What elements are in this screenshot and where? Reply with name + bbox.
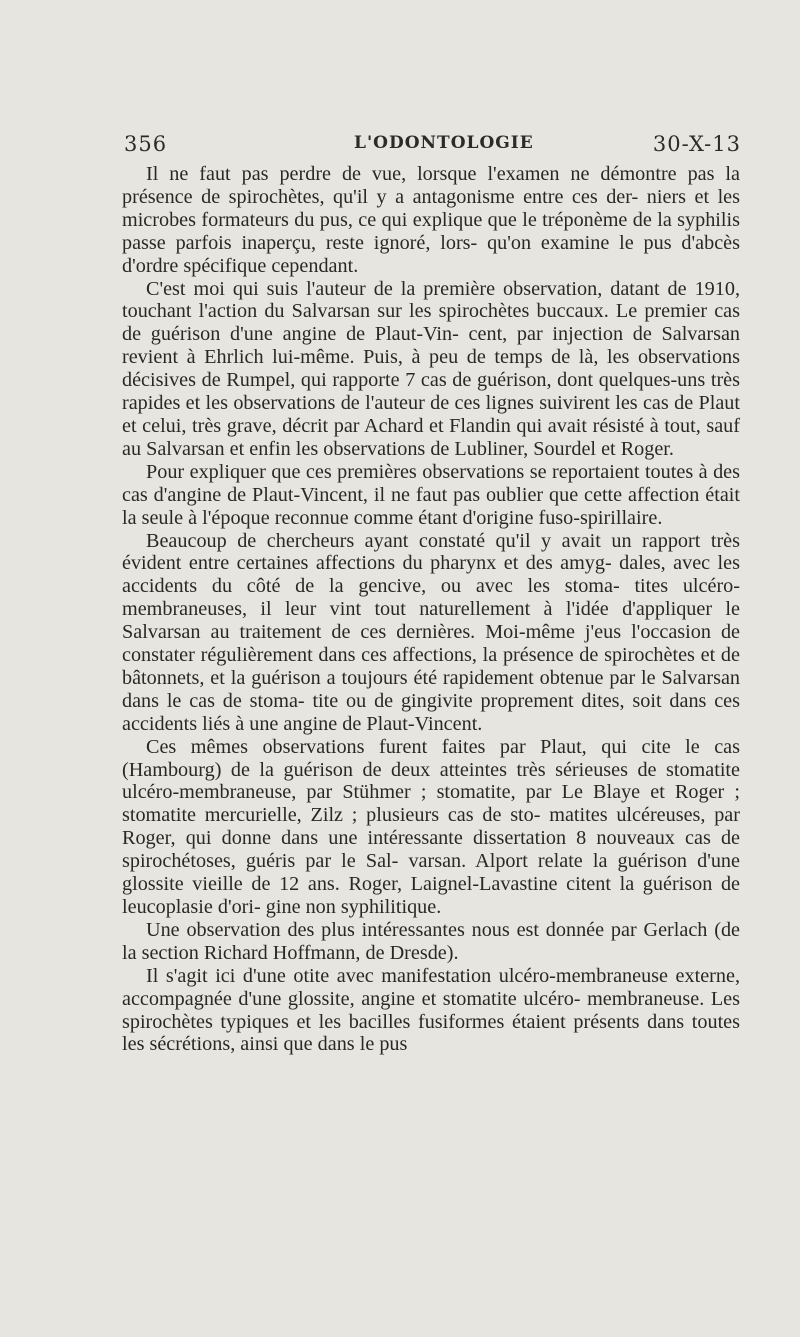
paragraph: Beaucoup de chercheurs ayant constaté qu'il y avait un rapport très évident entre certaines affections du pharynx et des amyg- dales, avec les accidents du côté de la gencive, ou avec les stoma- tites ulcéro-membraneuses, il leur vint tout naturellement à l'idée d'appliquer le Salvarsan au traitement de ces dernières. Moi-même j'eus l'occasion de constater régulièrement dans ces affections, la présence de spirochètes et de bâtonnets, et la guérison a toujours été rapidement obtenue par le Salvarsan dans le cas de stoma- tite ou de gingivite proprement dites, soit dans ces accidents liés à une angine de Plaut-Vincent. xyxy=(122,529,740,735)
paragraph: Ces mêmes observations furent faites par Plaut, qui cite le cas (Hambourg) de la guérison de deux atteintes très sérieuses de stomatite ulcéro-membraneuse, par Stühmer ; stomatite, par Le Blaye et Roger ; stomatite mercurielle, Zilz ; plusieurs cas de sto- matites ulcéreuses, par Roger, qui donne dans une intéressante dissertation 8 nouveaux cas de spirochétoses, guéris par le Sal- varsan. Alport relate la guérison d'une glossite vieille de 12 ans. Roger, Laignel-Lavastine citent la guérison de leucoplasie d'ori- gine non syphilitique. xyxy=(122,735,740,918)
paragraph: Il ne faut pas perdre de vue, lorsque l'examen ne démontre pas la présence de spirochètes, qu'il y a antagonisme entre ces der- niers et les microbes formateurs du pus, ce qui explique que le tréponème de la syphilis passe parfois inaperçu, reste ignoré, lors- qu'on examine le pus d'abcès d'ordre spécifique cependant. xyxy=(122,163,740,277)
paragraph: Pour expliquer que ces premières observations se reportaient toutes à des cas d'angine de Plaut-Vincent, il ne faut pas oublier que cette affection était la seule à l'époque reconnue comme étant d'origine fuso-spirillaire. xyxy=(122,460,740,529)
running-title: L'ODONTOLOGIE xyxy=(354,133,534,153)
page-header xyxy=(124,132,741,156)
paragraph: Il s'agit ici d'une otite avec manifestation ulcéro-membraneuse externe, accompagnée d'une glossite, angine et stomatite ulcéro- membraneuse. Les spirochètes typiques et les bacilles fusiformes étaient présents dans toutes les sécrétions, ainsi que dans le pus xyxy=(122,964,740,1056)
paragraph: C'est moi qui suis l'auteur de la première observation, datant de 1910, touchant l'action du Salvarsan sur les spirochètes buccaux. Le premier cas de guérison d'une angine de Plaut-Vin- cent, par injection de Salvarsan revient à Ehrlich lui-même. Puis, à peu de temps de là, les observations décisives de Rumpel, qui rapporte 7 cas de guérison, dont quelques-uns très rapides et les observations de l'auteur de ces lignes suivirent les cas de Plaut et celui, très grave, décrit par Achard et Flandin qui avait résisté à tout, sauf au Salvarsan et enfin les observations de Lubliner, Sourdel et Roger. xyxy=(122,277,740,460)
issue-date: 30-X-13 xyxy=(652,132,741,156)
paragraph: Une observation des plus intéressantes nous est donnée par Gerlach (de la section Richard Hoffmann, de Dresde). xyxy=(122,918,740,964)
article-body xyxy=(122,163,740,1056)
page-number: 356 xyxy=(124,132,168,156)
